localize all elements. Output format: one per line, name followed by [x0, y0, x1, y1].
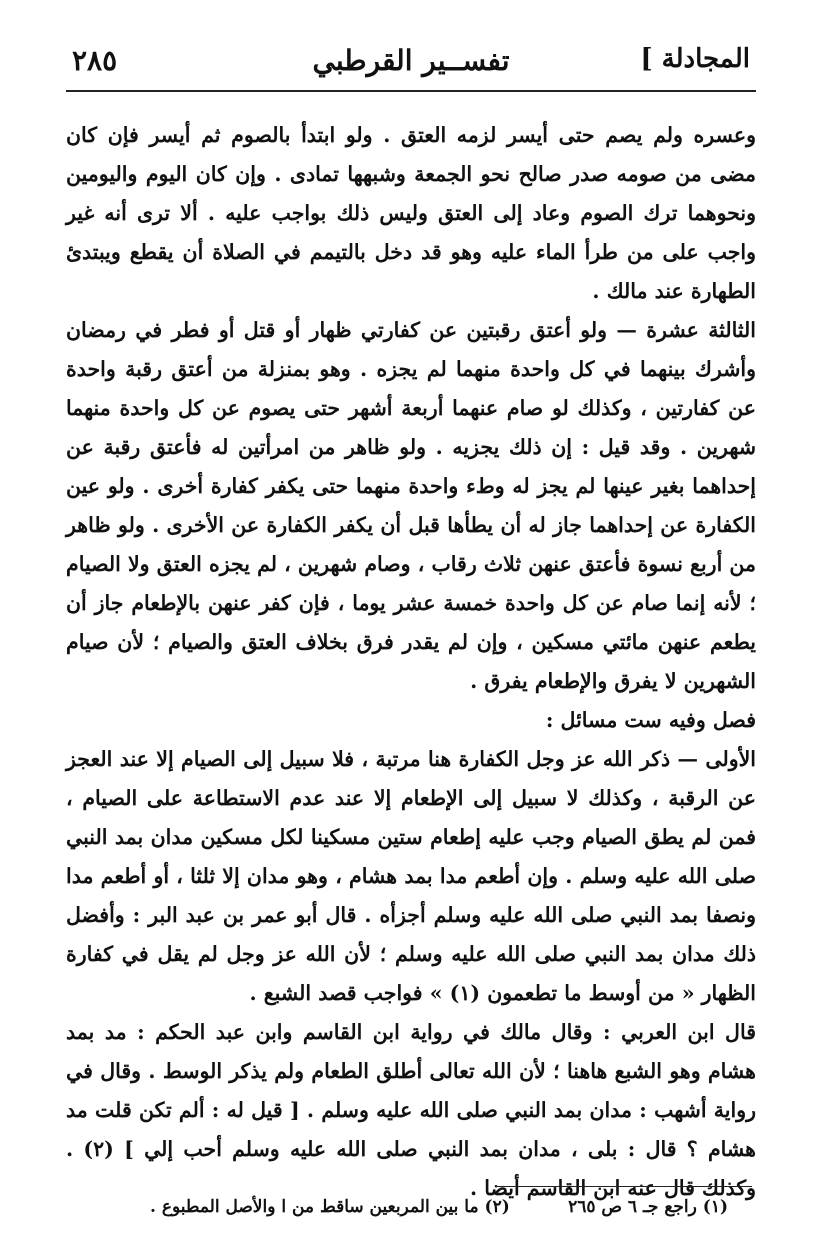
footnote-2: (٢) ما بين المربعين ساقط من ا والأصل المطبوع .: [150, 1197, 510, 1217]
footnote-separator: [496, 1186, 752, 1187]
footnote-1: (١) راجع جـ ٦ ص ٢٦٥: [568, 1197, 728, 1217]
paragraph-3: الأولى — ذكر الله عز وجل الكفارة هنا مرتبة ، فلا سبيل إلى الصيام إلا عند العجز عن الرقبة ، وكذلك لا سبيل إلى الإطعام إلا عند عدم الاستطاعة على الصيام ، فمن لم يطق الصيام وجب عليه إطعام ستين مسكينا لكل مسكين مدان بمد النبي صلى الله عليه وسلم . وإن أطعم مدا بمد هشام ، وهو مدان إلا ثلثا ، أو أطعم مدا ونصفا بمد النبي صلى الله عليه وسلم أجزأه . قال أبو عمر بن عبد البر : وأفضل ذلك مدان بمد النبي صلى الله عليه وسلم ؛ لأن الله عز وجل لم يقل في كفارة الظهار « من أوسط ما تطعمون (١) » فواجب قصد الشبع .: [66, 747, 756, 1005]
page-header: [66, 34, 756, 92]
body-text: [66, 116, 756, 1208]
paragraph-4: قال ابن العربي : وقال مالك في رواية ابن القاسم وابن عبد الحكم : مد بمد هشام وهو الشبع هاهنا ؛ لأن الله تعالى أطلق الطعام ولم يذكر الوسط . وقال في رواية أشهب : مدان بمد النبي صلى الله عليه وسلم . [ قيل له : ألم تكن قلت مد هشام ؟ قال : بلى ، مدان بمد النبي صلى الله عليه وسلم أحب إلي ] (٢) . وكذلك قال عنه ابن القاسم أيضا .: [66, 1020, 756, 1200]
footnotes: [150, 1192, 728, 1222]
section-heading: فصل وفيه ست مسائل :: [545, 708, 756, 732]
page-number: ٢٨٥: [72, 44, 118, 77]
paragraph-1: وعسره ولم يصم حتى أيسر لزمه العتق . ولو ابتدأ بالصوم ثم أيسر فإن كان مضى من صومه صدر صالح نحو الجمعة وشبهها تمادى . وإن كان اليوم واليومين ونحوهما ترك الصوم وعاد إلى العتق وليس ذلك بواجب عليه . ألا ترى أنه غير واجب على من طرأ الماء عليه وهو قد دخل بالتيمم في الصلاة أن يقطع ويبتدئ الطهارة عند مالك .: [66, 123, 756, 303]
surah-name: المجادلة ]: [640, 44, 750, 74]
paragraph-2: الثالثة عشرة — ولو أعتق رقبتين عن كفارتي ظهار أو قتل أو فطر في رمضان وأشرك بينهما في كل واحدة منهما لم يجزه . وهو بمنزلة من أعتق رقبة واحدة عن كفارتين ، وكذلك لو صام عنهما أربعة أشهر حتى يصوم عن كل واحدة منهما شهرين . وقد قيل : إن ذلك يجزيه . ولو ظاهر من امرأتين له فأعتق رقبة عن إحداهما بغير عينها لم يجز له وطء واحدة منهما حتى يكفر كفارة أخرى . ولو عين الكفارة عن إحداهما جاز له أن يطأها قبل أن يكفر الكفارة عن الأخرى . ولو ظاهر من أربع نسوة فأعتق عنهن ثلاث رقاب ، وصام شهرين ، لم يجزه العتق ولا الصيام ؛ لأنه إنما صام عن كل واحدة خمسة عشر يوما ، فإن كفر عنهن بالإطعام جاز أن يطعم عنهن مائتي مسكين ، وإن لم يقدر فرق بخلاف العتق والصيام ؛ لأن صيام الشهرين لا يفرق والإطعام يفرق .: [66, 318, 756, 693]
running-title: تفســير القرطبي: [312, 44, 510, 77]
